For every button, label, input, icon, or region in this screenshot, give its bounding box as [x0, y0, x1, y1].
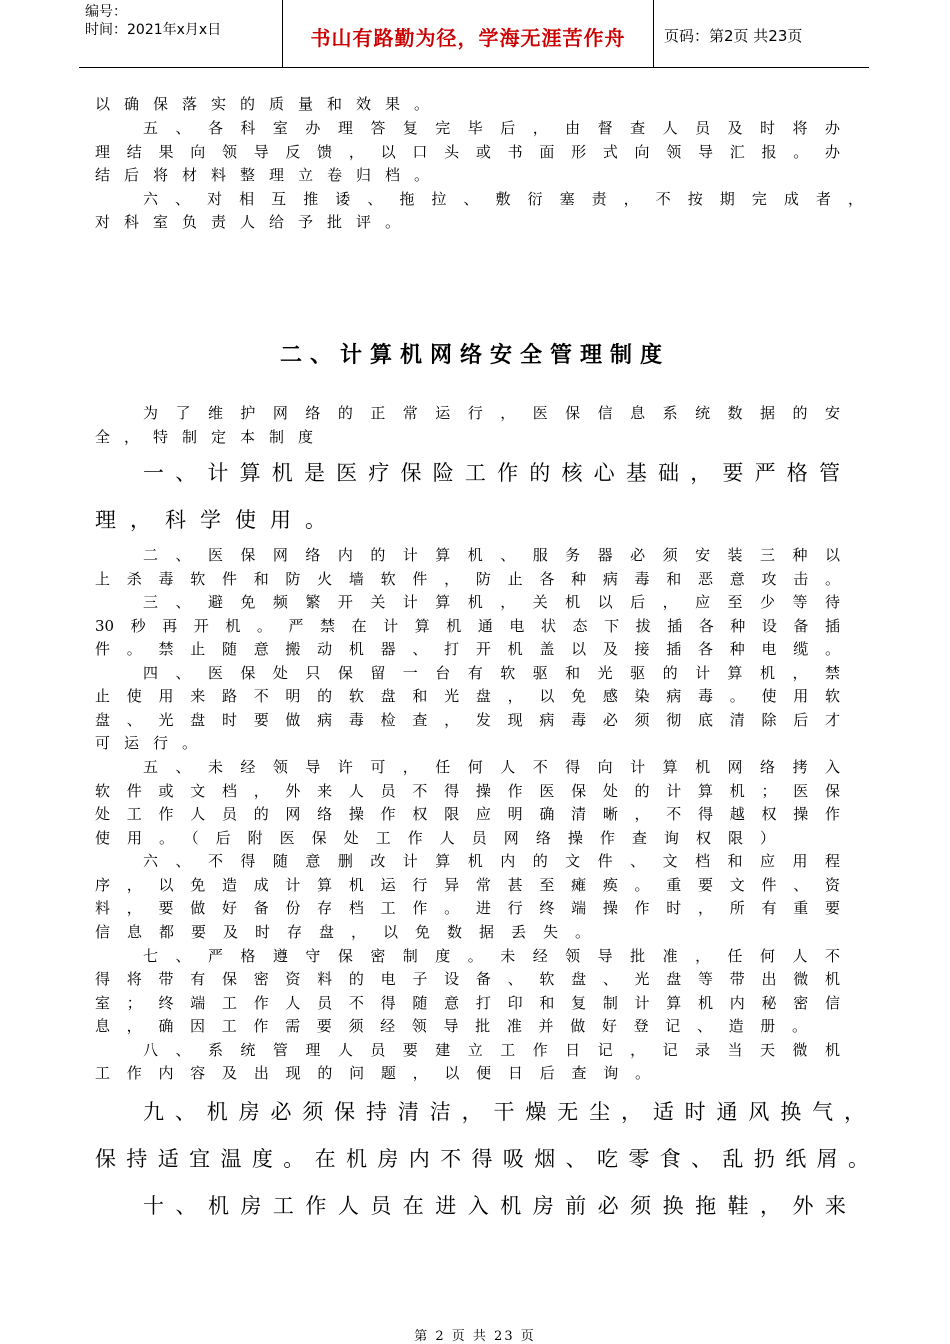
- number-label: 编号：: [85, 4, 127, 20]
- body-line: 序，以免造成计算机运行异常甚至瘫痪。重要文件、资: [95, 876, 840, 894]
- body-line: 盘、光盘时要做病毒检查，发现病毒必须彻底清除后才: [95, 711, 840, 729]
- body-line-large: 保持适宜温度。在机房内不得吸烟、吃零食、乱扔纸屑。: [95, 1147, 869, 1171]
- body-line: 五、各科室办理答复完毕后，由督查人员及时将办: [143, 119, 840, 137]
- body-line: 五、未经领导许可，任何人不得向计算机网络拷入: [143, 758, 840, 776]
- motto: 书山有路勤为径，学海无涯苦作舟: [310, 26, 626, 50]
- body-line: 以确保落实的质量和效果。: [95, 95, 444, 113]
- body-line-large: 十、机房工作人员在进入机房前必须换拖鞋，外来: [143, 1194, 846, 1218]
- body-line: 六、不得随意删改计算机内的文件、文档和应用程: [143, 852, 840, 870]
- body-line: 八、系统管理人员要建立工作日记，记录当天微机: [143, 1041, 840, 1059]
- time-label: 时间：2021年x月x日: [85, 22, 222, 38]
- header-motto-cell: [283, 0, 654, 67]
- body-line-large: 九、机房必须保持清洁，干燥无尘，适时通风换气，: [143, 1100, 865, 1124]
- body-line: 软件或文档，外来人员不得操作医保处的计算机；医保: [95, 782, 840, 800]
- section-title: 二、计算机网络安全管理制度: [279, 343, 670, 368]
- page-info: 页码：第2页 共23页: [664, 27, 803, 45]
- body-line: 信息都要及时存盘，以免数据丢失。: [95, 923, 590, 941]
- body-line: 息，确因工作需要须经领导批准并做好登记、造册。: [95, 1017, 807, 1035]
- page-footer: 第 2 页 共 23 页: [414, 1329, 536, 1344]
- body-line-large: 一、计算机是医疗保险工作的核心基础，要严格管: [143, 461, 840, 485]
- body-line: 室；终端工作人员不得随意打印和复制计算机内秘密信: [95, 994, 840, 1012]
- body-line: 六、对相互推诿、拖拉、敷衍塞责，不按期完成者，: [143, 190, 863, 208]
- header-page-cell: [654, 0, 869, 67]
- body-line: 处工作人员的网络操作权限应明确清晰，不得越权操作: [95, 805, 840, 823]
- body-line: 上杀毒软件和防火墙软件，防止各种病毒和恶意攻击。: [95, 570, 840, 588]
- body-line: 七、严格遵守保密制度。未经领导批准，任何人不: [143, 947, 840, 965]
- body-line: 全，特制定本制度: [95, 428, 328, 446]
- page-header: [79, 0, 869, 68]
- body-line: 止使用来路不明的软盘和光盘，以免感染病毒。使用软: [95, 687, 840, 705]
- body-line-large: 理，科学使用。: [95, 508, 340, 532]
- body-line: 对科室负责人给予批评。: [95, 213, 415, 231]
- body-line: 三、避免频繁开关计算机，关机以后，应至少等待: [143, 593, 840, 611]
- body-line: 为了维护网络的正常运行，医保信息系统数据的安: [143, 404, 840, 422]
- body-line: 得将带有保密资料的电子设备、软盘、光盘等带出微机: [95, 970, 840, 988]
- body-line: 料，要做好备份存档工作。进行终端操作时，所有重要: [95, 899, 840, 917]
- body-line: 件。禁止随意搬动机器、打开机盖以及接插各种电缆。: [95, 640, 840, 658]
- body-line: 使用。（后附医保处工作人员网络操作查询权限）: [95, 829, 775, 847]
- body-line: 四、医保处只保留一台有软驱和光驱的计算机，禁: [143, 664, 840, 682]
- body-line: 工作内容及出现的问题，以便日后查询。: [95, 1064, 650, 1082]
- body-line: 二、医保网络内的计算机、服务器必须安装三种以: [143, 546, 840, 564]
- header-meta-cell: [79, 0, 283, 67]
- body-line: 30秒再开机。严禁在计算机通电状态下拔插各种设备插: [95, 617, 840, 635]
- body-line: 结后将材料整理立卷归档。: [95, 166, 444, 184]
- body-line: 理结果向领导反馈，以口头或书面形式向领导汇报。办: [95, 143, 840, 161]
- body-line: 可运行。: [95, 734, 212, 752]
